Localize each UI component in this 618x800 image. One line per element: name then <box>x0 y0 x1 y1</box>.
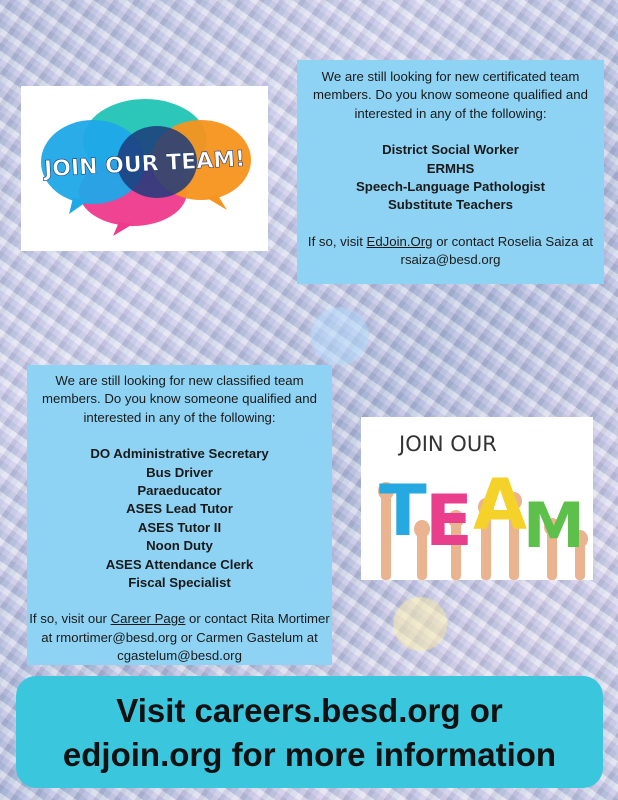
classified-roles-list <box>27 445 332 592</box>
list-item: Fiscal Specialist <box>128 575 231 591</box>
letter-e: E <box>425 480 473 562</box>
banner-line-1: Visit careers.besd.org or <box>116 692 503 729</box>
speech-bubbles-graphic <box>21 86 268 251</box>
certificated-intro: We are still looking for new certificated team members. Do you know someone qualified and interested in any of the following: <box>313 69 588 121</box>
list-item: Speech-Language Pathologist <box>355 179 546 195</box>
letter-a: A <box>473 464 528 546</box>
certificated-contact <box>297 233 604 270</box>
list-item: ASES Attendance Clerk <box>105 556 254 572</box>
list-item: ERMHS <box>426 160 475 176</box>
edjoin-link[interactable]: EdJoin.Org <box>366 233 433 249</box>
letter-t: T <box>379 470 427 552</box>
list-item: ASES Tutor II <box>137 519 222 535</box>
certificated-openings-box <box>297 60 604 284</box>
list-item: District Social Worker <box>382 142 519 158</box>
career-page-link[interactable]: Career Page <box>110 611 186 627</box>
classified-intro: We are still looking for new classified team members. Do you know someone qualified and interested in any of the following: <box>42 373 317 425</box>
classified-contact <box>27 610 332 665</box>
list-item: Noon Duty <box>146 538 213 554</box>
join-our-team-hands-image <box>361 417 593 580</box>
join-our-text: JOIN OUR <box>399 432 497 456</box>
classified-openings-box <box>27 365 332 665</box>
banner-line-2: edjoin.org for more information <box>62 736 557 773</box>
contact-suffix: or contact Rita Mortimer at rmortimer@besd.org or Carmen Gastelum at cgastelum@besd.org <box>41 611 330 664</box>
list-item: Substitute Teachers <box>387 197 514 213</box>
join-our-team-bubbles-image <box>21 86 268 251</box>
list-item: Paraeducator <box>137 483 222 499</box>
list-item: ASES Lead Tutor <box>126 501 233 517</box>
more-info-banner <box>16 676 603 788</box>
hands-letters-graphic <box>361 417 593 580</box>
list-item: DO Administrative Secretary <box>90 446 269 462</box>
contact-prefix: If so, visit <box>307 233 367 249</box>
list-item: Bus Driver <box>146 464 213 480</box>
contact-suffix: or contact Roselia Saiza at rsaiza@besd.org <box>400 233 594 268</box>
contact-prefix: If so, visit our <box>29 611 111 627</box>
letter-m: M <box>523 489 585 562</box>
certificated-roles-list <box>297 141 604 215</box>
bubbles-lettering: JOIN OUR TEAM! <box>43 146 246 183</box>
